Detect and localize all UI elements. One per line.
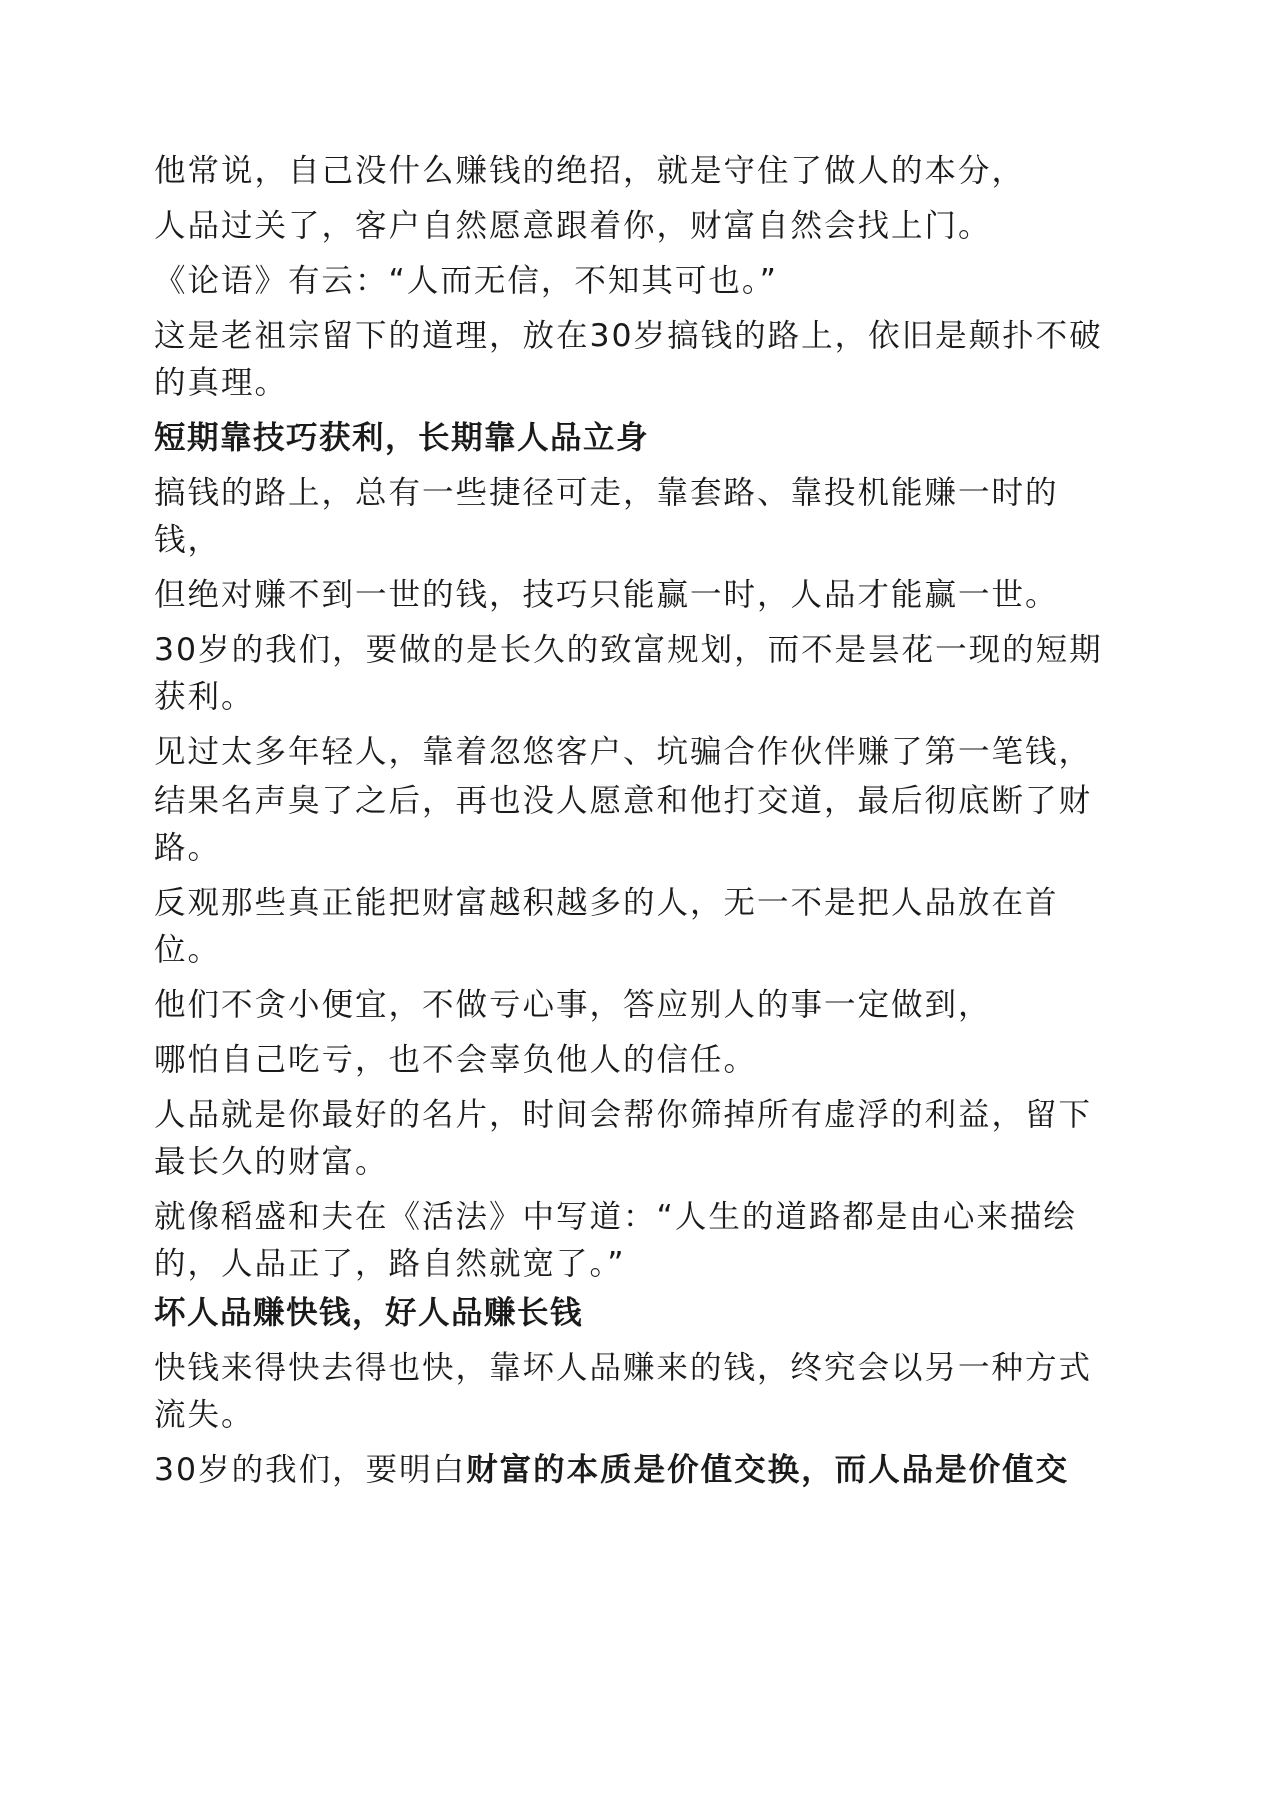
paragraph: 他们不贪小便宜，不做亏心事，答应别人的事一定做到，	[154, 987, 992, 1023]
paragraph: 但绝对赚不到一世的钱，技巧只能赢一时，人品才能赢一世。	[154, 577, 1059, 613]
paragraph: 搞钱的路上，总有一些捷径可走，靠套路、靠投机能赚一时的钱，	[154, 475, 1059, 558]
section-heading: 短期靠技巧获利，长期靠人品立身	[154, 420, 650, 456]
paragraph: 结果名声臭了之后，再也没人愿意和他打交道，最后彻底断了财路。	[154, 783, 1093, 866]
paragraph: 快钱来得快去得也快，靠坏人品赚来的钱，终究会以另一种方式流失。	[154, 1350, 1093, 1433]
paragraph: 他常说，自己没什么赚钱的绝招，就是守住了做人的本分，	[154, 153, 1026, 189]
paragraph: 《论语》有云：“人而无信，不知其可也。”	[154, 263, 778, 299]
paragraph-normal-text: 30岁的我们，要明白	[154, 1452, 467, 1488]
paragraph: 反观那些真正能把财富越积越多的人，无一不是把人品放在首位。	[154, 885, 1059, 968]
paragraph: 30岁的我们，要做的是长久的致富规划，而不是昙花一现的短期获利。	[154, 632, 1103, 715]
paragraph: 人品过关了，客户自然愿意跟着你，财富自然会找上门。	[154, 208, 992, 244]
paragraph: 见过太多年轻人，靠着忽悠客户、坑骗合作伙伴赚了第一笔钱，	[154, 734, 1093, 770]
section-heading: 坏人品赚快钱，好人品赚长钱	[154, 1295, 584, 1331]
document-body	[154, 148, 1114, 1502]
paragraph: 这是老祖宗留下的道理，放在30岁搞钱的路上，依旧是颠扑不破的真理。	[154, 318, 1103, 401]
paragraph: 哪怕自己吃亏，也不会辜负他人的信任。	[154, 1042, 758, 1078]
paragraph: 就像稻盛和夫在《活法》中写道：“人生的道路都是由心来描绘的，人品正了，路自然就宽了。”	[154, 1199, 1077, 1282]
paragraph: 人品就是你最好的名片，时间会帮你筛掉所有虚浮的利益，留下最长久的财富。	[154, 1097, 1093, 1180]
paragraph-mixed	[154, 1447, 1114, 1494]
paragraph-bold-text: 财富的本质是价值交换，而人品是价值交	[466, 1452, 1070, 1488]
